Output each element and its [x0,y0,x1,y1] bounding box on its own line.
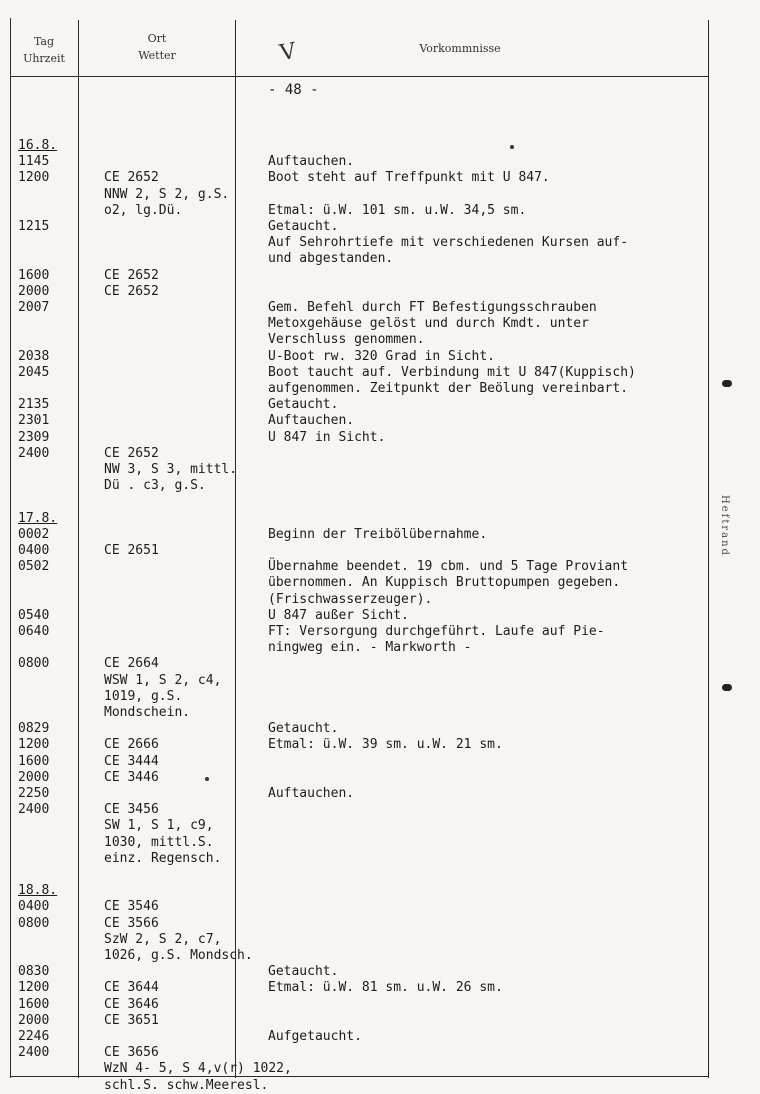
entry-place-weather: WSW 1, S 2, c4, [104,672,222,688]
entry-time: 18.8. [18,883,58,899]
entry-place-weather: einz. Regensch. [104,850,222,866]
entry-event: Auftauchen. [268,413,355,429]
log-row [0,187,760,203]
log-row [0,251,760,267]
log-row [0,381,760,397]
checkmark: V [277,38,298,67]
entry-time: 2400 [18,802,50,818]
entry-time: 0830 [18,964,50,980]
header-ort-wetter [80,30,234,64]
log-row [0,770,760,786]
log-row [0,527,760,543]
log-row [0,349,760,365]
entry-place-weather: Dü . c3, g.S. [104,478,206,494]
entry-event: Etmal: ü.W. 81 sm. u.W. 26 sm. [268,980,503,996]
log-row [0,1029,760,1045]
entry-place-weather: CE 2652 [104,283,159,299]
entry-time: 0502 [18,559,50,575]
entry-time: 2000 [18,1012,50,1028]
entry-time: 1145 [18,154,50,170]
entry-time: 0002 [18,526,50,542]
entry-event: Auftauchen. [268,154,355,170]
entry-time: 2400 [18,1045,50,1061]
entry-time: 1200 [18,170,50,186]
entry-time: 2045 [18,364,50,380]
entry-event: aufgenommen. Zeitpunkt der Beölung vereinbart. [268,381,629,396]
entry-event: Boot taucht auf. Verbindung mit U 847(Kuppisch) [268,364,636,380]
log-row [0,268,760,284]
page-number: - 48 - [268,82,319,98]
entry-place-weather: NNW 2, S 2, g.S. [104,186,230,202]
entry-time: 2250 [18,786,50,801]
log-row [0,138,760,154]
entry-time: 2007 [18,300,50,315]
entry-event: U 847 in Sicht. [268,429,386,445]
log-row [0,543,760,559]
log-row [0,478,760,494]
entry-event: und abgestanden. [268,251,394,267]
entry-event: Übernahme beendet. 19 cbm. und 5 Tage Proviant [268,559,629,575]
entry-place-weather: 1019, g.S. [104,688,183,704]
log-row [0,721,760,737]
entry-place-weather: CE 2652 [104,267,159,283]
log-row [0,916,760,932]
log-row [0,1013,760,1029]
entry-time: 1600 [18,996,50,1012]
entry-place-weather: CE 2664 [104,656,159,672]
entry-event: Beginn der Treibölübernahme. [268,526,488,542]
entry-time: 0800 [18,656,50,672]
entry-event: U-Boot rw. 320 Grad in Sicht. [268,348,495,364]
entry-place-weather: CE 3646 [104,996,159,1012]
entry-time: 2309 [18,429,50,445]
log-row [0,511,760,527]
entry-time: 0829 [18,721,50,737]
entry-event: Auftauchen. [268,786,355,801]
entry-place-weather: CE 2666 [104,737,159,753]
entry-event: Auf Sehrohrtiefe mit verschiedenen Kursen auf- [268,235,629,251]
log-row [0,689,760,705]
entry-event: Getaucht. [268,219,339,234]
log-row [0,705,760,721]
log-row [0,592,760,608]
entry-place-weather: CE 3644 [104,980,159,996]
entry-time: 0400 [18,543,50,558]
entry-time: 1600 [18,267,50,283]
entry-place-weather: 1026, g.S. Mondsch. [104,948,253,963]
header-ort: Ort [147,32,167,45]
entry-time: 0640 [18,624,50,639]
entry-place-weather: Mondschein. [104,705,191,720]
log-row [0,235,760,251]
log-row [0,851,760,867]
entry-place-weather: WzN 4- 5, S 4,v(r) 1022, [104,1061,292,1077]
log-row [0,203,760,219]
log-row [0,883,760,899]
log-row [0,656,760,672]
ink-blot [722,380,732,387]
entry-time: 1200 [18,980,50,996]
ink-speck [510,145,514,149]
log-row [0,170,760,186]
entry-place-weather: CE 3456 [104,802,159,818]
entry-event: Metoxgehäuse gelöst und durch Kmdt. unter [268,316,589,332]
log-row [0,932,760,948]
entry-time: 1200 [18,737,50,753]
ink-speck [205,777,209,781]
log-row [0,964,760,980]
margin-label: Heftrand [719,495,730,557]
entry-time: 2038 [18,348,50,364]
entry-time: 0400 [18,899,50,915]
entry-place-weather: CE 3656 [104,1045,159,1061]
entry-place-weather: SW 1, S 1, c9, [104,818,214,834]
log-row [0,219,760,235]
entry-place-weather: CE 2652 [104,170,159,186]
entry-place-weather: NW 3, S 3, mittl. [104,462,238,477]
entry-place-weather: 1030, mittl.S. [104,834,214,850]
log-row [0,997,760,1013]
log-row [0,559,760,575]
log-row [0,899,760,915]
entry-time: 2135 [18,397,50,413]
entry-place-weather: CE 3546 [104,899,159,915]
log-row [0,673,760,689]
entry-event: U 847 außer Sicht. [268,607,409,623]
entry-event: Aufgetaucht. [268,1029,362,1044]
log-row [0,980,760,996]
header-wetter: Wetter [138,49,176,62]
entry-place-weather: SzW 2, S 2, c7, [104,931,222,947]
entry-time: 2000 [18,769,50,785]
entry-time: 2301 [18,413,50,429]
log-row [0,462,760,478]
entry-event: ningweg ein. - Markworth - [268,640,472,656]
header-uhrzeit: Uhrzeit [23,52,65,65]
header-tag: Tag [33,35,55,48]
entry-time: 1600 [18,753,50,769]
entry-time: 0540 [18,607,50,623]
log-row [0,867,760,883]
entry-time: 2400 [18,445,50,461]
entry-time: 17.8. [18,510,58,526]
log-row [0,1078,760,1094]
entry-event: übernommen. An Kuppisch Bruttopumpen gegeben. [268,575,621,591]
entry-time: 16.8. [18,138,58,153]
entry-place-weather: CE 3566 [104,915,159,931]
log-row [0,1061,760,1077]
log-row [0,284,760,300]
entry-place-weather: CE 3651 [104,1012,159,1028]
entry-event: Gem. Befehl durch FT Befestigungsschrauben [268,300,597,315]
entry-time: 2000 [18,283,50,299]
log-row [0,802,760,818]
entry-event: Verschluss genommen. [268,332,425,348]
log-row [0,1045,760,1061]
entry-event: Getaucht. [268,721,339,737]
entry-place-weather: CE 2651 [104,543,159,558]
entry-place-weather: CE 3446 [104,769,159,785]
entry-place-weather: o2, lg.Dü. [104,202,183,218]
entry-event: Getaucht. [268,964,339,980]
header-tag-uhrzeit [12,33,76,67]
log-row [0,835,760,851]
entry-event: Boot steht auf Treffpunkt mit U 847. [268,170,550,186]
entry-place-weather: CE 2652 [104,445,159,461]
entry-place-weather: CE 3444 [104,753,159,769]
log-row [0,430,760,446]
log-row [0,413,760,429]
log-row [0,154,760,170]
entry-event: (Frischwasserzeuger). [268,591,433,607]
log-row [0,818,760,834]
log-row [0,948,760,964]
log-row [0,300,760,316]
ink-blot [722,684,732,691]
entry-time: 0800 [18,915,50,931]
entry-event: Etmal: ü.W. 101 sm. u.W. 34,5 sm. [268,202,527,218]
entry-event: Etmal: ü.W. 39 sm. u.W. 21 sm. [268,737,503,753]
log-row [0,640,760,656]
entry-time: 2246 [18,1029,50,1044]
log-row [0,786,760,802]
log-row [0,608,760,624]
log-row [0,332,760,348]
log-row [0,575,760,591]
entry-place-weather: schl.S. schw.Meeresl. [104,1077,269,1093]
entry-event: FT: Versorgung durchgeführt. Laufe auf Pie- [268,624,605,639]
log-row [0,397,760,413]
log-row [0,494,760,510]
header-vorkommnisse: Vorkommnisse [419,42,501,55]
log-row [0,365,760,381]
log-row [0,624,760,640]
log-row [0,754,760,770]
log-row [0,316,760,332]
entry-event: Getaucht. [268,397,339,413]
header-underline [10,76,709,77]
log-row [0,737,760,753]
entry-time: 1215 [18,219,50,234]
log-row [0,446,760,462]
